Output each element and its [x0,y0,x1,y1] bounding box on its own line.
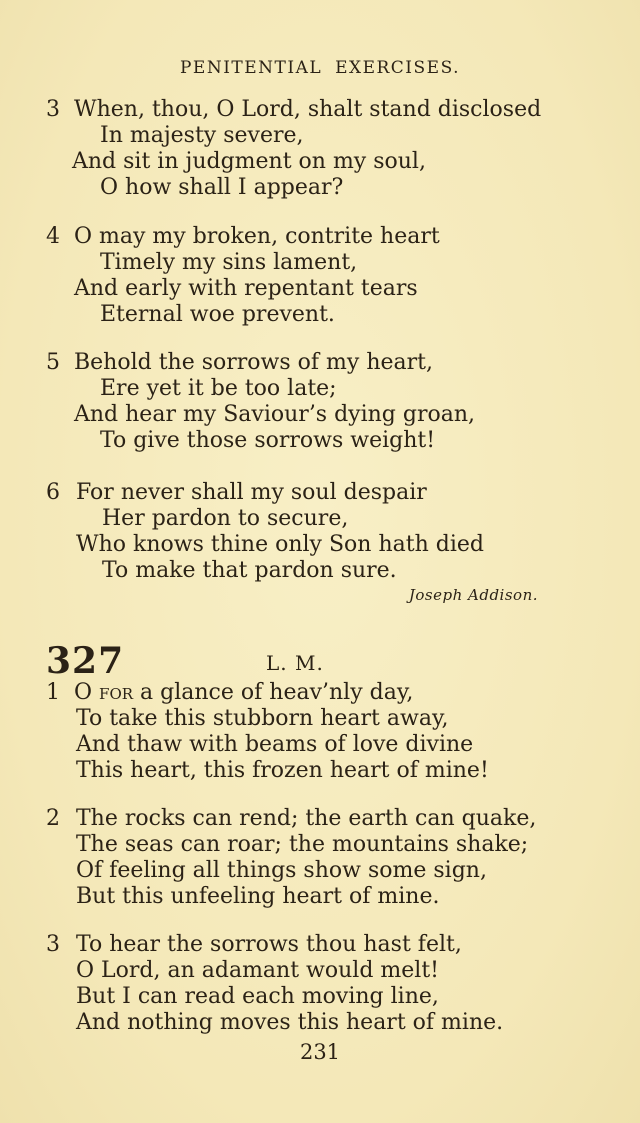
verse-line: In majesty severe, [100,123,304,148]
verse-line: Who knows thine only Son hath died [76,532,484,557]
verse-line: And hear my Saviour’s dying groan, [74,402,476,427]
verse-line: And early with repentant tears [74,276,418,301]
verse-line: To hear the sorrows thou hast felt, [76,932,462,957]
stanza-number: 1 [46,680,60,705]
verse-line: O may my broken, contrite heart [74,224,440,249]
running-head: PENITENTIAL EXERCISES. [179,58,461,78]
verse-line: When, thou, O Lord, shalt stand disclosed [74,97,542,122]
stanza-number: 3 [46,932,60,957]
stanza-number: 4 [46,224,60,249]
verse-line: Ere yet it be too late; [100,376,337,401]
verse-line: The seas can roar; the mountains shake; [76,832,529,857]
page-number: 231 [299,1040,341,1064]
stanza-number: 5 [46,350,60,375]
verse-line: And thaw with beams of love divine [76,732,474,757]
verse-line: Timely my sins lament, [100,250,358,275]
verse-smallcaps: for [99,680,134,705]
verse-line: Of feeling all things show some sign, [76,858,487,883]
verse-line: To give those sorrows weight! [100,428,436,453]
stanza-number: 3 [46,97,60,122]
author-attribution: Joseph Addison. [408,586,538,604]
meter-label: L. M. [266,651,324,675]
verse-line-rest: a glance of heav’nly day, [133,680,414,705]
verse-line: And nothing moves this heart of mine. [76,1010,504,1035]
verse-line: But I can read each moving line, [76,984,439,1009]
verse-line: For never shall my soul despair [76,480,427,505]
verse-line: O how shall I appear? [100,175,344,200]
hymn-number: 327 [46,640,125,682]
stanza-number: 2 [46,806,60,831]
verse-line: But this unfeeling heart of mine. [76,884,440,909]
verse-line: Behold the sorrows of my heart, [74,350,433,375]
verse-line: O Lord, an adamant would melt! [76,958,439,983]
verse-line: And sit in judgment on my soul, [72,149,426,174]
verse-initial: O [74,680,93,705]
stanza-number: 6 [46,480,60,505]
verse-line: To make that pardon sure. [102,558,397,583]
verse-line: The rocks can rend; the earth can quake, [76,806,537,831]
verse-line [74,680,413,706]
verse-line: Her pardon to secure, [102,506,349,531]
verse-line: To take this stubborn heart away, [76,706,449,731]
verse-line: This heart, this frozen heart of mine! [76,758,489,783]
verse-line: Eternal woe prevent. [100,302,335,327]
